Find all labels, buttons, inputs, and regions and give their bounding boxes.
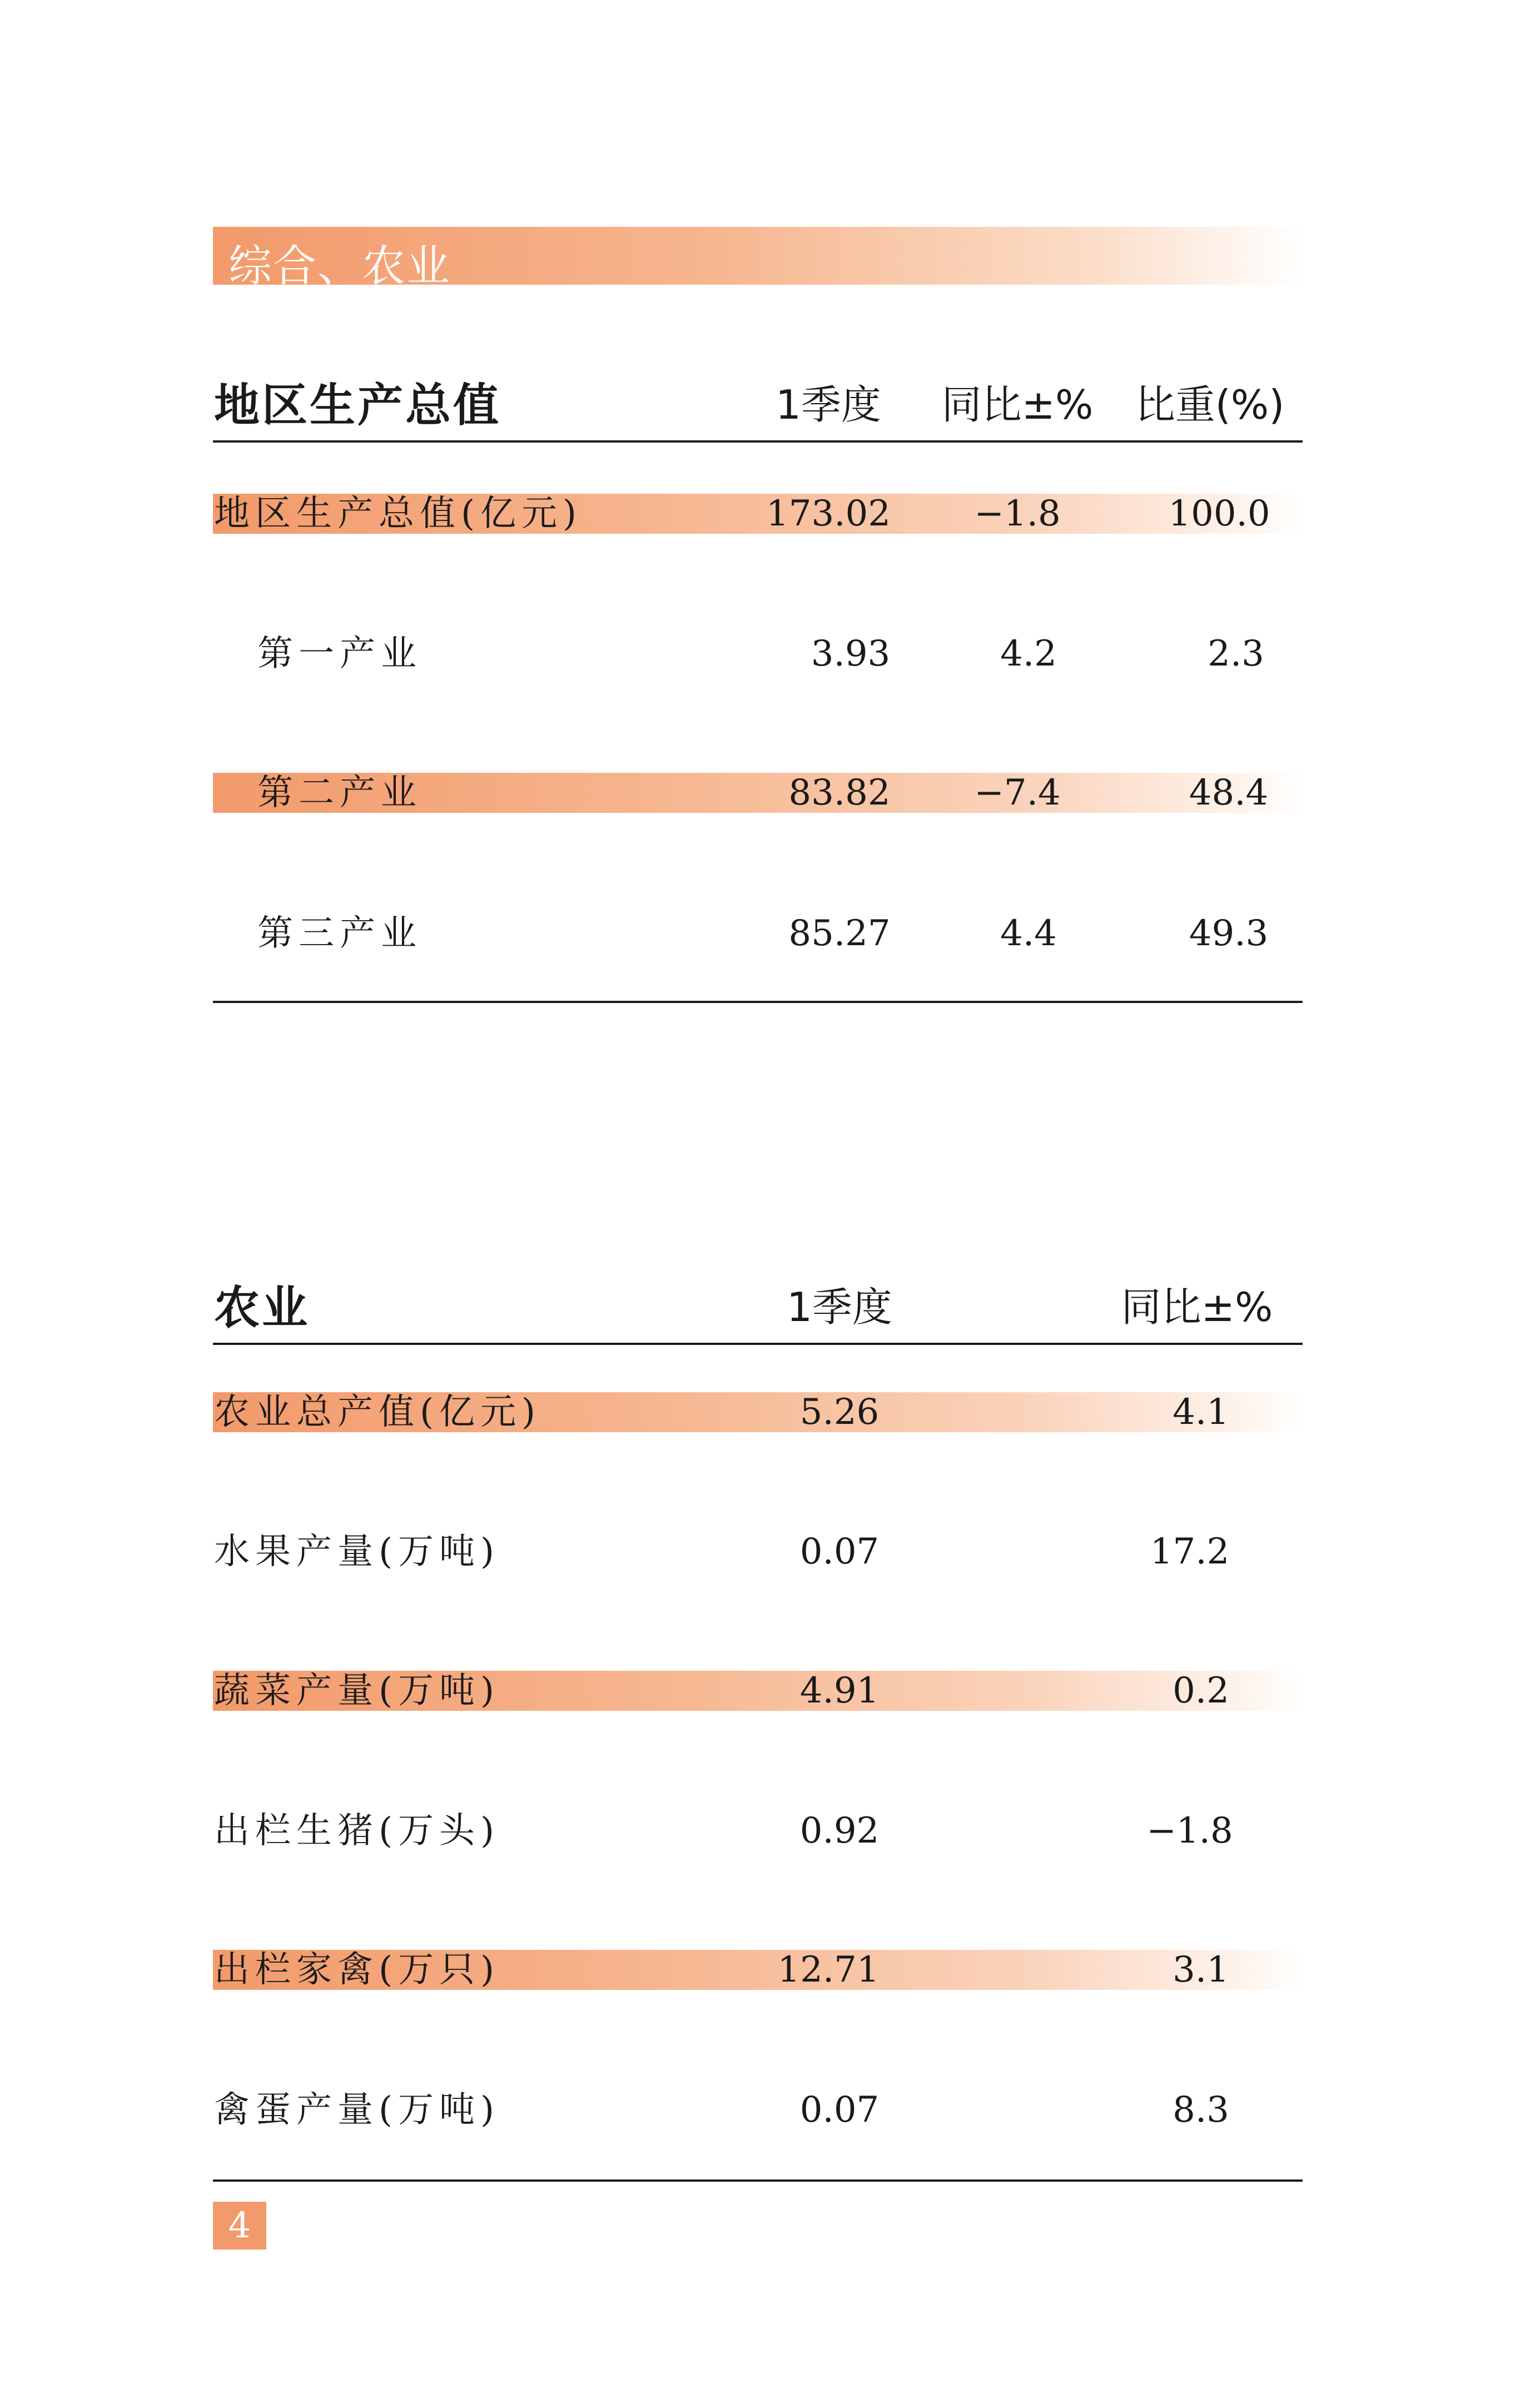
row-value-quarter: 83.82	[788, 772, 891, 813]
table-row	[213, 773, 1303, 813]
table-row	[213, 1532, 1303, 1572]
gdp-header-share: 比重(%)	[1135, 381, 1285, 428]
gdp-table-header	[213, 340, 1303, 443]
row-value-quarter: 173.02	[766, 493, 891, 534]
agri-table	[213, 1243, 1303, 2188]
row-value-yoy: 0.2	[1173, 1670, 1229, 1711]
table-row	[213, 2090, 1303, 2130]
row-value-yoy: −7.4	[974, 772, 1061, 813]
row-value-quarter: 0.07	[799, 2089, 880, 2131]
row-value-share: 49.3	[1189, 913, 1269, 954]
table-row	[213, 1950, 1303, 1990]
row-label: 禽蛋产量(万吨)	[214, 2089, 500, 2131]
gdp-table	[213, 340, 1303, 1007]
table-row	[213, 1811, 1303, 1851]
gdp-header-yoy: 同比±%	[941, 381, 1094, 428]
row-value-yoy: 3.1	[1173, 1949, 1229, 1990]
table-bottom-rule	[213, 2179, 1303, 2182]
row-value-yoy: 17.2	[1150, 1531, 1230, 1572]
gdp-table-title: 地区生产总值	[214, 379, 501, 432]
row-value-yoy: 8.3	[1173, 2089, 1229, 2131]
row-value-yoy: 4.2	[1000, 633, 1057, 674]
row-value-quarter: 0.07	[799, 1531, 880, 1572]
row-value-quarter: 12.71	[777, 1949, 880, 1990]
section-banner	[213, 227, 1303, 291]
agri-table-title: 农业	[214, 1282, 310, 1334]
row-label: 水果产量(万吨)	[214, 1531, 500, 1572]
section-title: 综合、农业	[228, 241, 451, 291]
table-row	[213, 913, 1303, 954]
table-row	[213, 1671, 1303, 1711]
row-label: 出栏生猪(万头)	[214, 1810, 500, 1851]
row-label: 第三产业	[257, 913, 422, 954]
row-value-yoy: 4.4	[1000, 913, 1057, 954]
row-value-share: 48.4	[1189, 772, 1269, 813]
table-row	[213, 634, 1303, 674]
row-value-quarter: 0.92	[799, 1810, 880, 1851]
row-label: 地区生产总值(亿元)	[214, 493, 582, 534]
row-value-quarter: 5.26	[799, 1392, 880, 1433]
agri-table-header	[213, 1243, 1303, 1345]
table-row	[213, 1392, 1303, 1432]
row-label: 第二产业	[257, 772, 422, 813]
row-value-share: 100.0	[1168, 493, 1270, 534]
gdp-header-quarter: 1季度	[776, 381, 881, 428]
row-value-share: 2.3	[1208, 633, 1264, 674]
row-label: 农业总产值(亿元)	[214, 1392, 541, 1433]
row-label: 第一产业	[257, 633, 422, 674]
row-value-yoy: −1.8	[1146, 1810, 1233, 1851]
row-value-yoy: 4.1	[1173, 1392, 1229, 1433]
row-value-quarter: 4.91	[799, 1670, 880, 1711]
row-label: 蔬菜产量(万吨)	[214, 1670, 500, 1711]
agri-header-quarter: 1季度	[787, 1284, 892, 1330]
agri-header-yoy: 同比±%	[1121, 1284, 1273, 1330]
row-value-quarter: 3.93	[811, 633, 891, 674]
row-value-quarter: 85.27	[788, 913, 891, 954]
table-row	[213, 494, 1303, 534]
row-value-yoy: −1.8	[974, 493, 1061, 534]
table-bottom-rule	[213, 1001, 1303, 1003]
page-number: 4	[213, 2202, 266, 2250]
row-label: 出栏家禽(万只)	[214, 1949, 500, 1990]
